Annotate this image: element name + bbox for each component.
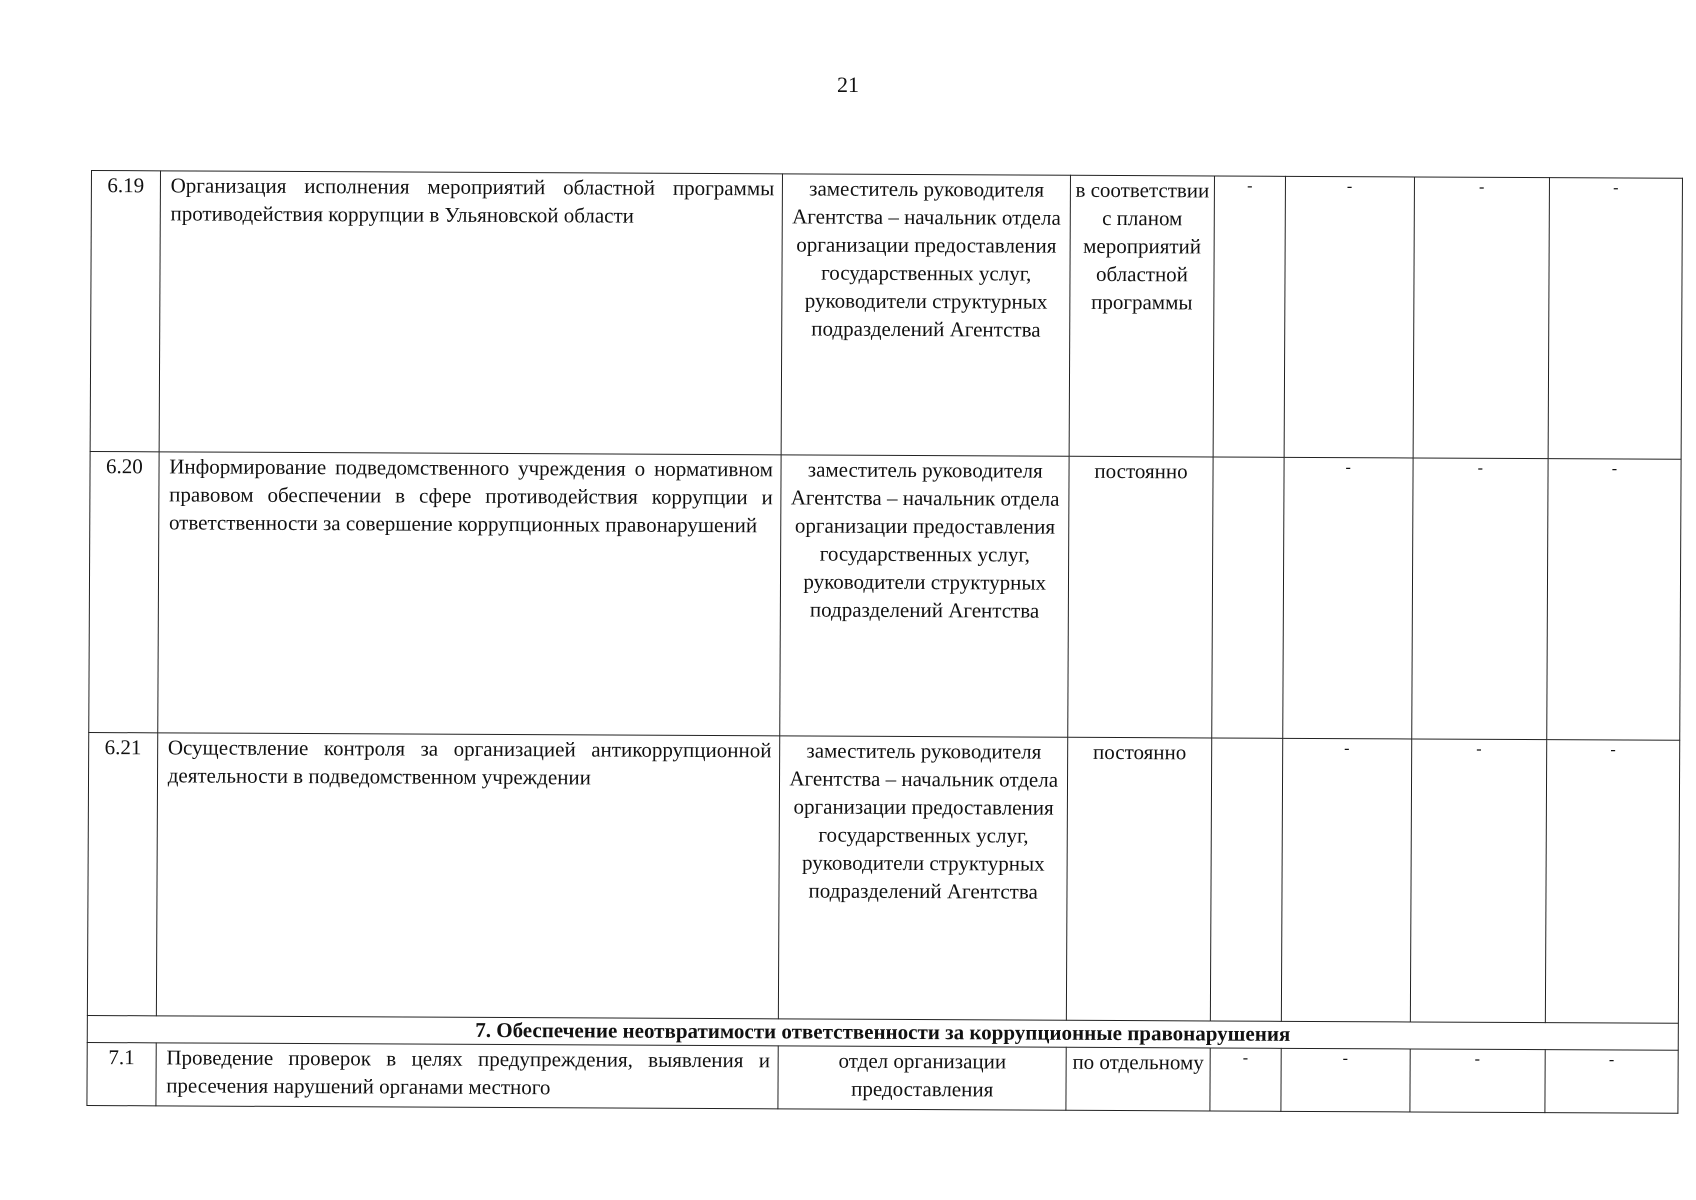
value-cell [1548,178,1683,460]
table-row [89,451,1681,740]
value-cell [1210,738,1282,1021]
responsible-cell: заместитель руководителя Агентства – начальник отдела организации предоставления государственных услуг, руководители структурных подразделений Агентства [779,736,1068,1020]
dash-mark [1212,738,1282,740]
row-number-cell [87,732,157,1015]
dash-mark [1214,457,1284,459]
dash-mark: - [1346,178,1353,196]
value-cell [1545,740,1680,1024]
dash-mark: - [1242,1049,1249,1067]
value-cell [1411,458,1548,740]
value-cell [1547,459,1682,741]
row-number: 7.1 [108,1045,135,1070]
value-cell [1409,1049,1545,1113]
responsible-cell: отдел организации предоставления [778,1046,1066,1110]
value-cell [1281,738,1411,1022]
measure-name: Информирование подведомственного учреждения о нормативном правовом обеспечении в сфере противодействия коррупции и ответственности за совершение коррупционных правонарушений [157,452,781,736]
dash-mark: - [1611,460,1618,478]
row-number: 6.20 [105,454,143,479]
dash-mark: - [1608,1051,1615,1069]
row-number-cell [87,1042,156,1105]
value-cell [1281,1048,1410,1112]
measure-name: Проведение проверок в целях предупреждения, выявления и пресечения нарушений органами местного [156,1043,779,1109]
row-number: 6.19 [107,173,145,198]
value-cell [1213,176,1285,457]
responsible-cell: заместитель руководителя Агентства – начальник отдела организации предоставления государственных услуг, руководители структурных подразделений Агентства [781,174,1070,456]
row-number: 6.21 [104,735,142,760]
dash-mark: - [1342,1050,1349,1068]
value-cell [1212,457,1284,738]
page-number: 21 [837,72,859,97]
dash-mark: - [1474,1050,1481,1068]
dash-mark: - [1477,459,1483,477]
term-cell: по отдельному [1066,1047,1210,1111]
value-cell [1210,1048,1281,1111]
dash-mark: - [1478,178,1485,196]
section-title: 7. Обеспечение неотвратимости ответственности за коррупционные правонарушения [87,1015,1678,1050]
value-cell [1284,176,1414,458]
term-cell: в соответствии с планом мероприятий областной программы [1069,175,1214,457]
responsible-cell: заместитель руководителя Агентства – начальник отдела организации предоставления государственных услуг, руководители структурных подразделений Агентства [780,455,1069,737]
row-number-cell [89,451,159,732]
table-row [87,732,1679,1023]
dash-mark: - [1344,740,1350,758]
row-number-cell [90,171,160,452]
measures-table [86,170,1683,1114]
table-row [87,1042,1678,1113]
term-cell: постоянно [1066,737,1211,1021]
value-cell [1410,739,1547,1023]
table-row [90,171,1682,460]
term-cell: постоянно [1068,456,1213,738]
measure-name: Организация исполнения мероприятий областной программы противодействия коррупции в Ульяновской области [159,171,783,455]
dash-mark: - [1613,179,1619,197]
dash-mark: - [1345,459,1351,477]
dash-mark: - [1247,177,1253,195]
value-cell [1282,457,1412,739]
value-cell [1413,177,1550,459]
measure-name: Осуществление контроля за организацией антикоррупционной деятельности в подведомственном учреждении [156,733,780,1019]
dash-mark: - [1610,741,1616,759]
value-cell [1545,1050,1678,1114]
dash-mark: - [1476,740,1482,758]
